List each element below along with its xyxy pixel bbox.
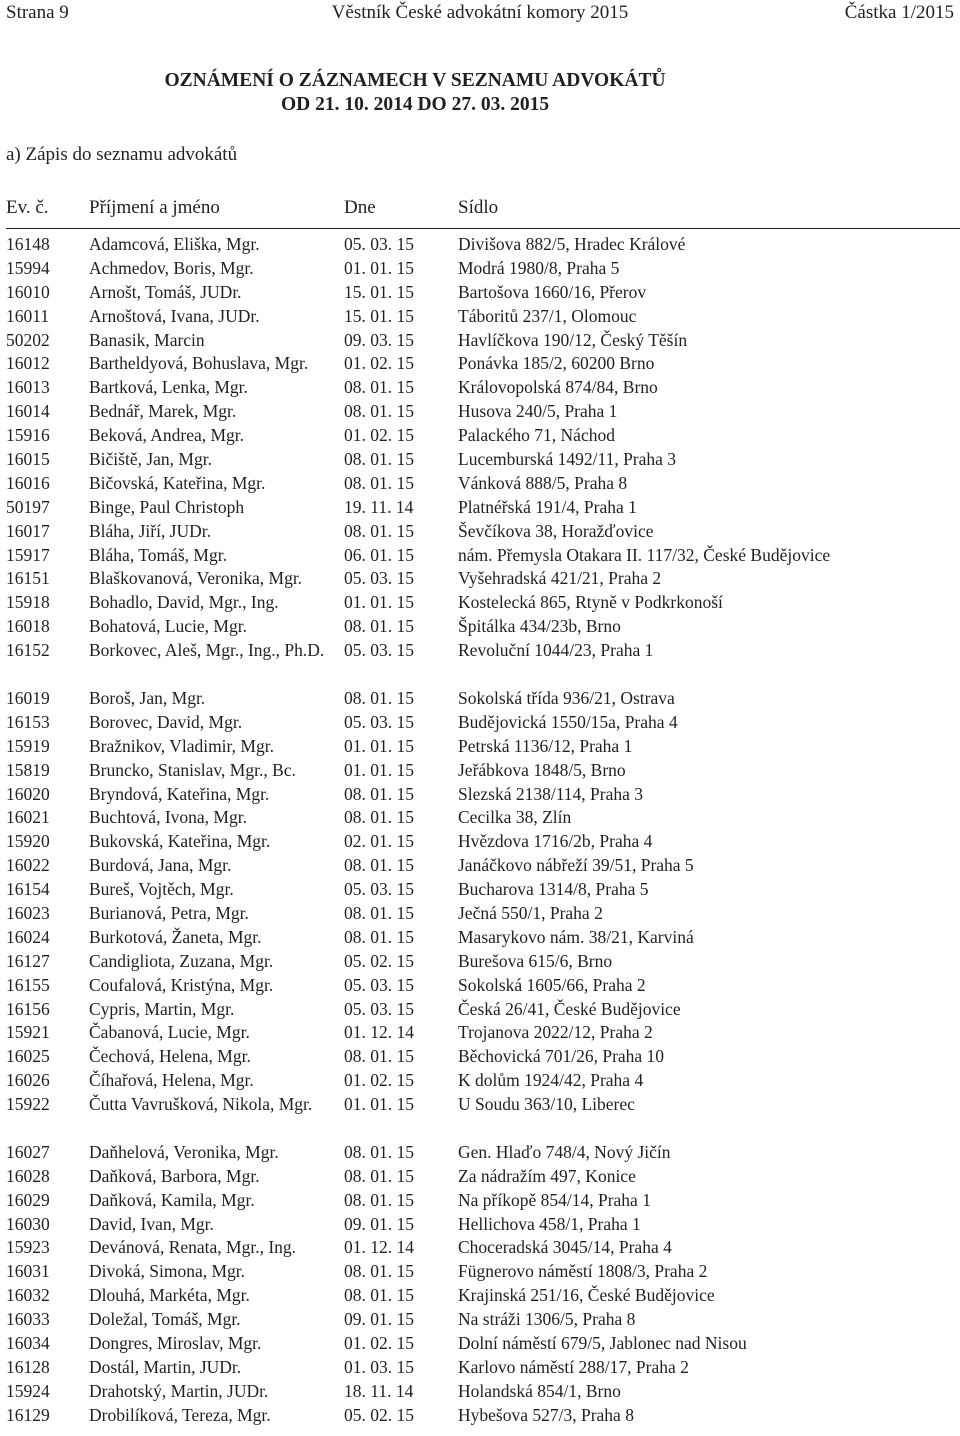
cell-address: Husova 240/5, Praha 1 bbox=[458, 401, 618, 422]
cell-address: Gen. Hlaďo 748/4, Nový Jičín bbox=[458, 1141, 671, 1162]
cell-address: Sokolská 1605/66, Praha 2 bbox=[458, 974, 646, 995]
cell-name: Doležal, Tomáš, Mgr. bbox=[89, 1309, 241, 1330]
table-row bbox=[0, 448, 960, 472]
cell-ev: 16034 bbox=[6, 1333, 50, 1353]
cell-name: Čabanová, Lucie, Mgr. bbox=[89, 1022, 250, 1043]
cell-date: 08. 01. 15 bbox=[344, 472, 414, 493]
cell-name: Bednář, Marek, Mgr. bbox=[89, 401, 237, 422]
register-table bbox=[0, 233, 960, 1428]
cell-ev: 16018 bbox=[6, 616, 50, 637]
page-subtitle: OD 21. 10. 2014 DO 27. 03. 2015 bbox=[280, 94, 550, 115]
cell-ev: 16155 bbox=[6, 974, 50, 995]
cell-address: Špitálka 434/23b, Brno bbox=[458, 616, 621, 637]
cell-address: Choceradská 3045/14, Praha 4 bbox=[458, 1237, 672, 1258]
cell-address: Holandská 854/1, Brno bbox=[458, 1380, 621, 1401]
cell-ev: 16129 bbox=[6, 1404, 50, 1425]
cell-date: 18. 11. 14 bbox=[344, 1380, 414, 1401]
table-row bbox=[0, 950, 960, 974]
cell-ev: 16023 bbox=[6, 902, 50, 923]
table-row bbox=[0, 1308, 960, 1332]
cell-date: 15. 01. 15 bbox=[344, 305, 414, 326]
table-row bbox=[0, 1093, 960, 1141]
cell-name: Bartheldyová, Bohuslava, Mgr. bbox=[89, 353, 309, 374]
table-row bbox=[0, 878, 960, 902]
cell-name: Divoká, Simona, Mgr. bbox=[89, 1261, 246, 1282]
table-row bbox=[0, 1260, 960, 1284]
cell-date: 08. 01. 15 bbox=[344, 1189, 414, 1210]
cell-address: Petrská 1136/12, Praha 1 bbox=[458, 735, 633, 756]
cell-ev: 16016 bbox=[6, 472, 50, 493]
cell-address: K dolům 1924/42, Praha 4 bbox=[458, 1070, 644, 1091]
issue-number: Částka 1/2015 bbox=[844, 2, 954, 23]
cell-ev: 16015 bbox=[6, 449, 50, 470]
cell-date: 01. 01. 15 bbox=[344, 592, 414, 613]
cell-name: Bohadlo, David, Mgr., Ing. bbox=[89, 592, 279, 613]
column-header-date: Dne bbox=[344, 197, 376, 218]
cell-name: Drobilíková, Tereza, Mgr. bbox=[89, 1404, 271, 1425]
cell-name: Adamcová, Eliška, Mgr. bbox=[89, 234, 260, 254]
cell-date: 09. 01. 15 bbox=[344, 1309, 414, 1330]
cell-date: 08. 01. 15 bbox=[344, 807, 414, 828]
header-rule bbox=[6, 228, 960, 229]
cell-name: Číhařová, Helena, Mgr. bbox=[89, 1070, 254, 1091]
cell-address: Lucemburská 1492/11, Praha 3 bbox=[458, 449, 677, 470]
table-row bbox=[0, 615, 960, 639]
cell-name: Achmedov, Boris, Mgr. bbox=[89, 257, 254, 278]
cell-ev: 16019 bbox=[6, 687, 50, 708]
table-row bbox=[0, 329, 960, 353]
cell-address: Ševčíkova 38, Horažďovice bbox=[458, 520, 654, 541]
cell-ev: 16032 bbox=[6, 1285, 50, 1306]
cell-date: 05. 03. 15 bbox=[344, 974, 414, 995]
cell-date: 05. 03. 15 bbox=[344, 998, 414, 1019]
cell-ev: 15922 bbox=[6, 1094, 50, 1115]
cell-address: Na stráži 1306/5, Praha 8 bbox=[458, 1309, 636, 1330]
cell-address: Ponávka 185/2, 60200 Brno bbox=[458, 353, 655, 374]
cell-name: Binge, Paul Christoph bbox=[89, 496, 245, 517]
table-row bbox=[0, 1332, 960, 1356]
cell-address: U Soudu 363/10, Liberec bbox=[458, 1094, 635, 1115]
cell-name: Čechová, Helena, Mgr. bbox=[89, 1046, 251, 1067]
cell-date: 08. 01. 15 bbox=[344, 520, 414, 541]
cell-date: 08. 01. 15 bbox=[344, 902, 414, 923]
table-row bbox=[0, 1404, 960, 1428]
cell-ev: 16014 bbox=[6, 401, 50, 422]
table-row bbox=[0, 1165, 960, 1189]
table-row bbox=[0, 806, 960, 830]
table-row bbox=[0, 472, 960, 496]
cell-ev: 16154 bbox=[6, 879, 50, 900]
cell-ev: 50202 bbox=[6, 329, 50, 350]
cell-ev: 16027 bbox=[6, 1141, 50, 1162]
column-header-ev: Ev. č. bbox=[6, 197, 49, 218]
cell-ev: 16010 bbox=[6, 281, 50, 302]
cell-name: Daňhelová, Veronika, Mgr. bbox=[89, 1141, 279, 1162]
cell-address: Karlovo náměstí 288/17, Praha 2 bbox=[458, 1356, 689, 1377]
cell-ev: 15919 bbox=[6, 735, 50, 756]
cell-name: Čutta Vavrušková, Nikola, Mgr. bbox=[89, 1094, 313, 1115]
cell-date: 01. 02. 15 bbox=[344, 353, 414, 374]
cell-date: 01. 02. 15 bbox=[344, 1333, 414, 1353]
cell-address: Kostelecká 865, Rtyně v Podkrkonoší bbox=[458, 592, 723, 613]
cell-name: Cypris, Martin, Mgr. bbox=[89, 998, 235, 1019]
cell-address: Janáčkovo nábřeží 39/51, Praha 5 bbox=[458, 855, 694, 876]
cell-address: Bucharova 1314/8, Praha 5 bbox=[458, 879, 649, 900]
cell-name: Bukovská, Kateřina, Mgr. bbox=[89, 831, 271, 852]
table-row bbox=[0, 1380, 960, 1404]
table-header bbox=[0, 195, 960, 221]
cell-address: Cecilka 38, Zlín bbox=[458, 807, 572, 828]
cell-ev: 16030 bbox=[6, 1213, 50, 1234]
cell-date: 08. 01. 15 bbox=[344, 1261, 414, 1282]
cell-ev: 15924 bbox=[6, 1380, 50, 1401]
cell-address: Havlíčkova 190/12, Český Těšín bbox=[458, 329, 688, 350]
cell-address: Jeřábkova 1848/5, Brno bbox=[458, 759, 626, 780]
cell-address: Burešova 615/6, Brno bbox=[458, 950, 613, 971]
cell-address: Slezská 2138/114, Praha 3 bbox=[458, 783, 644, 804]
cell-date: 09. 03. 15 bbox=[344, 329, 414, 350]
cell-name: Bartková, Lenka, Mgr. bbox=[89, 377, 248, 398]
table-row bbox=[0, 424, 960, 448]
table-row bbox=[0, 735, 960, 759]
cell-address: Za nádražím 497, Konice bbox=[458, 1165, 636, 1186]
cell-name: Dostál, Martin, JUDr. bbox=[89, 1356, 242, 1377]
cell-date: 08. 01. 15 bbox=[344, 1165, 414, 1186]
cell-ev: 16033 bbox=[6, 1309, 50, 1330]
running-header bbox=[0, 2, 960, 28]
cell-address: Bartošova 1660/16, Přerov bbox=[458, 281, 647, 302]
table-row bbox=[0, 1069, 960, 1093]
cell-ev: 16031 bbox=[6, 1261, 50, 1282]
cell-name: Burkotová, Žaneta, Mgr. bbox=[89, 926, 262, 947]
cell-ev: 16128 bbox=[6, 1356, 50, 1377]
cell-name: David, Ivan, Mgr. bbox=[89, 1213, 214, 1234]
cell-ev: 15917 bbox=[6, 544, 50, 565]
cell-address: Česká 26/41, České Budějovice bbox=[458, 998, 681, 1019]
journal-title: Věstník České advokátní komory 2015 bbox=[331, 2, 629, 23]
cell-address: Trojanova 2022/12, Praha 2 bbox=[458, 1022, 653, 1043]
cell-date: 01. 01. 15 bbox=[344, 759, 414, 780]
cell-date: 08. 01. 15 bbox=[344, 926, 414, 947]
cell-ev: 16153 bbox=[6, 711, 50, 732]
table-row bbox=[0, 305, 960, 329]
table-row bbox=[0, 496, 960, 520]
page-number: Strana 9 bbox=[6, 2, 69, 23]
table-row bbox=[0, 400, 960, 424]
cell-name: Beková, Andrea, Mgr. bbox=[89, 425, 245, 446]
cell-name: Coufalová, Kristýna, Mgr. bbox=[89, 974, 274, 995]
cell-date: 05. 03. 15 bbox=[344, 640, 414, 661]
cell-ev: 15819 bbox=[6, 759, 50, 780]
cell-date: 08. 01. 15 bbox=[344, 1285, 414, 1306]
cell-name: Borkovec, Aleš, Mgr., Ing., Ph.D. bbox=[89, 640, 325, 661]
cell-ev: 16127 bbox=[6, 950, 50, 971]
cell-date: 01. 02. 15 bbox=[344, 1070, 414, 1091]
table-row bbox=[0, 1213, 960, 1237]
cell-date: 01. 12. 14 bbox=[344, 1237, 414, 1258]
table-row bbox=[0, 281, 960, 305]
cell-address: Fügnerovo náměstí 1808/3, Praha 2 bbox=[458, 1261, 708, 1282]
cell-name: Boroš, Jan, Mgr. bbox=[89, 687, 206, 708]
cell-address: Hvězdova 1716/2b, Praha 4 bbox=[458, 831, 653, 852]
cell-date: 08. 01. 15 bbox=[344, 1046, 414, 1067]
cell-ev: 16026 bbox=[6, 1070, 50, 1091]
cell-address: Palackého 71, Náchod bbox=[458, 425, 615, 446]
cell-date: 15. 01. 15 bbox=[344, 281, 414, 302]
table-row bbox=[0, 233, 960, 257]
table-row bbox=[0, 1284, 960, 1308]
cell-ev: 50197 bbox=[6, 496, 50, 517]
table-row bbox=[0, 783, 960, 807]
cell-name: Bláha, Jiří, JUDr. bbox=[89, 520, 212, 541]
cell-address: Krajinská 251/16, České Budějovice bbox=[458, 1285, 715, 1306]
cell-address: Hybešova 527/3, Praha 8 bbox=[458, 1404, 634, 1425]
cell-address: Sokolská třída 936/21, Ostrava bbox=[458, 687, 675, 708]
table-row bbox=[0, 1141, 960, 1165]
cell-name: Bureš, Vojtěch, Mgr. bbox=[89, 879, 234, 900]
cell-address: Hellichova 458/1, Praha 1 bbox=[458, 1213, 641, 1234]
cell-date: 08. 01. 15 bbox=[344, 1141, 414, 1162]
cell-address: Táboritů 237/1, Olomouc bbox=[458, 305, 637, 326]
cell-name: Bohatová, Lucie, Mgr. bbox=[89, 616, 247, 637]
table-row bbox=[0, 1045, 960, 1069]
table-row bbox=[0, 567, 960, 591]
cell-ev: 16152 bbox=[6, 640, 50, 661]
table-row bbox=[0, 352, 960, 376]
cell-address: Běchovická 701/26, Praha 10 bbox=[458, 1046, 665, 1067]
cell-name: Bičovská, Kateřina, Mgr. bbox=[89, 472, 266, 493]
cell-date: 08. 01. 15 bbox=[344, 449, 414, 470]
cell-ev: 15918 bbox=[6, 592, 50, 613]
cell-date: 05. 02. 15 bbox=[344, 950, 414, 971]
cell-ev: 15994 bbox=[6, 257, 50, 278]
cell-ev: 16156 bbox=[6, 998, 50, 1019]
cell-ev: 16020 bbox=[6, 783, 50, 804]
cell-name: Borovec, David, Mgr. bbox=[89, 711, 243, 732]
cell-ev: 16013 bbox=[6, 377, 50, 398]
cell-address: Budějovická 1550/15a, Praha 4 bbox=[458, 711, 678, 732]
cell-date: 01. 01. 15 bbox=[344, 257, 414, 278]
table-row bbox=[0, 376, 960, 400]
cell-date: 08. 01. 15 bbox=[344, 783, 414, 804]
cell-ev: 16029 bbox=[6, 1189, 50, 1210]
cell-date: 08. 01. 15 bbox=[344, 687, 414, 708]
cell-name: Burdová, Jana, Mgr. bbox=[89, 855, 232, 876]
table-row bbox=[0, 687, 960, 711]
table-row bbox=[0, 520, 960, 544]
cell-ev: 15916 bbox=[6, 425, 50, 446]
cell-ev: 16025 bbox=[6, 1046, 50, 1067]
table-row bbox=[0, 759, 960, 783]
table-row bbox=[0, 1236, 960, 1260]
cell-date: 05. 03. 15 bbox=[344, 234, 414, 254]
cell-date: 06. 01. 15 bbox=[344, 544, 414, 565]
cell-ev: 16011 bbox=[6, 305, 50, 326]
table-row bbox=[0, 639, 960, 687]
section-heading: a) Zápis do seznamu advokátů bbox=[6, 144, 238, 165]
table-row bbox=[0, 1189, 960, 1213]
cell-date: 09. 01. 15 bbox=[344, 1213, 414, 1234]
cell-name: Daňková, Barbora, Mgr. bbox=[89, 1165, 260, 1186]
cell-name: Candigliota, Zuzana, Mgr. bbox=[89, 950, 274, 971]
cell-date: 05. 03. 15 bbox=[344, 711, 414, 732]
cell-date: 05. 02. 15 bbox=[344, 1404, 414, 1425]
cell-date: 01. 03. 15 bbox=[344, 1356, 414, 1377]
cell-address: nám. Přemysla Otakara II. 117/32, České Budějovice bbox=[458, 544, 831, 565]
cell-date: 01. 12. 14 bbox=[344, 1022, 414, 1043]
cell-ev: 16028 bbox=[6, 1165, 50, 1186]
cell-name: Bruncko, Stanislav, Mgr., Bc. bbox=[89, 759, 296, 780]
cell-name: Bražnikov, Vladimir, Mgr. bbox=[89, 735, 274, 756]
cell-address: Dolní náměstí 679/5, Jablonec nad Nisou bbox=[458, 1333, 747, 1353]
cell-ev: 15921 bbox=[6, 1022, 50, 1043]
cell-ev: 16148 bbox=[6, 234, 50, 254]
cell-ev: 16017 bbox=[6, 520, 50, 541]
cell-ev: 16024 bbox=[6, 926, 50, 947]
cell-name: Banasik, Marcin bbox=[89, 329, 205, 350]
cell-date: 05. 03. 15 bbox=[344, 568, 414, 589]
cell-name: Arnošt, Tomáš, JUDr. bbox=[89, 281, 242, 302]
cell-name: Dongres, Miroslav, Mgr. bbox=[89, 1333, 262, 1353]
cell-address: Divišova 882/5, Hradec Králové bbox=[458, 234, 686, 254]
page-title: OZNÁMENÍ O ZÁZNAMECH V SEZNAMU ADVOKÁTŮ bbox=[164, 70, 666, 91]
column-header-name: Příjmení a jméno bbox=[89, 197, 220, 218]
cell-address: Královopolská 874/84, Brno bbox=[458, 377, 658, 398]
cell-date: 01. 01. 15 bbox=[344, 1094, 414, 1115]
table-row bbox=[0, 544, 960, 568]
cell-address: Modrá 1980/8, Praha 5 bbox=[458, 257, 620, 278]
cell-ev: 16022 bbox=[6, 855, 50, 876]
cell-name: Burianová, Petra, Mgr. bbox=[89, 902, 249, 923]
cell-name: Dlouhá, Markéta, Mgr. bbox=[89, 1285, 250, 1306]
cell-name: Arnoštová, Ivana, JUDr. bbox=[89, 305, 260, 326]
table-row bbox=[0, 1021, 960, 1045]
cell-name: Bičiště, Jan, Mgr. bbox=[89, 449, 212, 470]
cell-name: Devánová, Renata, Mgr., Ing. bbox=[89, 1237, 297, 1258]
cell-date: 05. 03. 15 bbox=[344, 879, 414, 900]
cell-address: Platnéřská 191/4, Praha 1 bbox=[458, 496, 637, 517]
table-row bbox=[0, 1356, 960, 1380]
cell-date: 08. 01. 15 bbox=[344, 616, 414, 637]
cell-address: Vánková 888/5, Praha 8 bbox=[458, 472, 628, 493]
cell-name: Drahotský, Martin, JUDr. bbox=[89, 1380, 269, 1401]
cell-date: 19. 11. 14 bbox=[344, 496, 414, 517]
cell-name: Blaškovanová, Veronika, Mgr. bbox=[89, 568, 303, 589]
cell-name: Daňková, Kamila, Mgr. bbox=[89, 1189, 255, 1210]
cell-date: 02. 01. 15 bbox=[344, 831, 414, 852]
table-row bbox=[0, 257, 960, 281]
cell-address: Masarykovo nám. 38/21, Karviná bbox=[458, 926, 694, 947]
cell-ev: 15920 bbox=[6, 831, 50, 852]
table-row bbox=[0, 926, 960, 950]
cell-date: 08. 01. 15 bbox=[344, 855, 414, 876]
table-row bbox=[0, 830, 960, 854]
cell-address: Na příkopě 854/14, Praha 1 bbox=[458, 1189, 651, 1210]
cell-address: Revoluční 1044/23, Praha 1 bbox=[458, 640, 654, 661]
table-row bbox=[0, 902, 960, 926]
cell-ev: 16012 bbox=[6, 353, 50, 374]
cell-name: Bláha, Tomáš, Mgr. bbox=[89, 544, 227, 565]
cell-ev: 16021 bbox=[6, 807, 50, 828]
table-row bbox=[0, 998, 960, 1022]
column-header-address: Sídlo bbox=[458, 197, 499, 218]
table-row bbox=[0, 854, 960, 878]
table-row bbox=[0, 711, 960, 735]
cell-date: 01. 01. 15 bbox=[344, 735, 414, 756]
table-row bbox=[0, 974, 960, 998]
cell-address: Vyšehradská 421/21, Praha 2 bbox=[458, 568, 662, 589]
cell-ev: 15923 bbox=[6, 1237, 50, 1258]
cell-address: Ječná 550/1, Praha 2 bbox=[458, 902, 603, 923]
table-row bbox=[0, 591, 960, 615]
cell-name: Buchtová, Ivona, Mgr. bbox=[89, 807, 247, 828]
cell-date: 08. 01. 15 bbox=[344, 377, 414, 398]
cell-name: Bryndová, Kateřina, Mgr. bbox=[89, 783, 270, 804]
cell-date: 08. 01. 15 bbox=[344, 401, 414, 422]
cell-ev: 16151 bbox=[6, 568, 50, 589]
cell-date: 01. 02. 15 bbox=[344, 425, 414, 446]
